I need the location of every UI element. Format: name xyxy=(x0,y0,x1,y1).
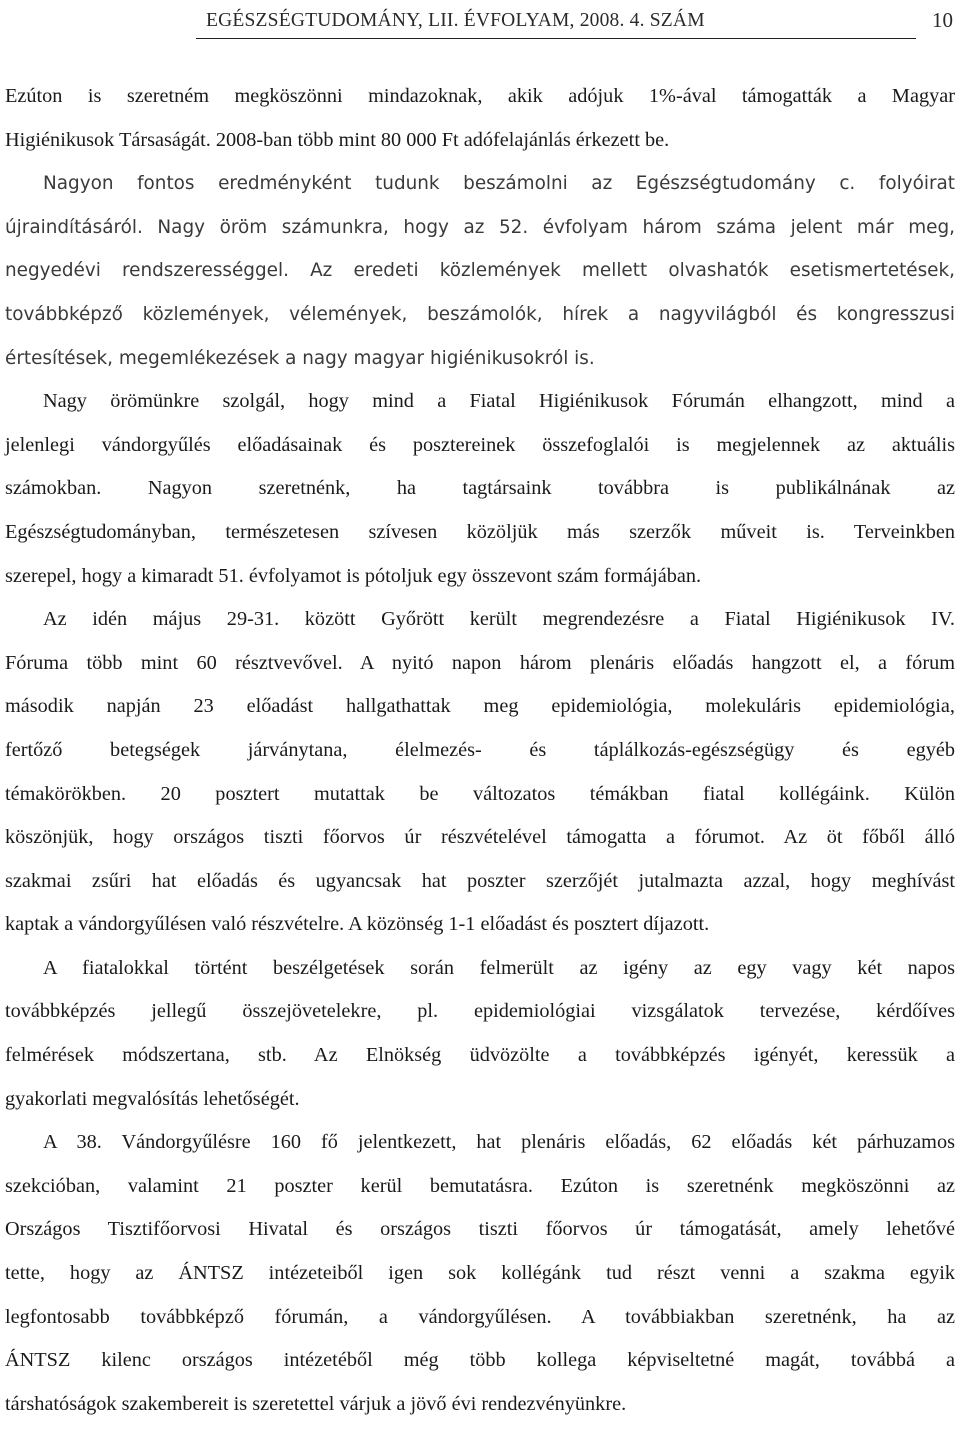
text-line: fertőző betegségek járványtana, élelmezés- és táplálkozás-egészségügy és egyéb xyxy=(5,738,955,761)
text-line: második napján 23 előadást hallgathattak meg epidemiológia, molekuláris epidemiológia, xyxy=(5,695,955,718)
text-line: A fiatalokkal történt beszélgetések során felmerült az igény az egy vagy két napos xyxy=(43,956,955,979)
text-line: Nagyon fontos eredményként tudunk beszámolni az Egészségtudomány c. folyóirat xyxy=(43,173,955,195)
text-line: Nagy örömünkre szolgál, hogy mind a Fiatal Higiénikusok Fórumán elhangzott, mind a xyxy=(43,390,955,413)
running-header xyxy=(196,6,916,39)
text-line: továbbképzés jellegű összejövetelekre, pl. epidemiológiai vizsgálatok tervezése, kérdőíves xyxy=(5,1000,955,1023)
text-line: társhatóságok szakembereit is szeretettel várjuk a jövő évi rendezvényünkre. xyxy=(5,1392,627,1415)
text-line: köszönjük, hogy országos tiszti főorvos úr részvételével támogatta a fórumot. Az öt főből álló xyxy=(5,826,955,849)
text-line: témakörökben. 20 posztert mutattak be változatos témákban fiatal kollégáink. Külön xyxy=(5,782,955,805)
text-line: szakmai zsűri hat előadás és ugyancsak hat poszter szerzőjét jutalmazta azzal, hogy meghívást xyxy=(5,869,955,892)
text-line: újraindításáról. Nagy öröm számunkra, hogy az 52. évfolyam három száma jelent már meg, xyxy=(5,216,955,238)
text-line: továbbképző közlemények, vélemények, beszámolók, hírek a nagyvilágból és kongresszusi xyxy=(5,303,955,325)
running-title: EGÉSZSÉGTUDOMÁNY, LII. ÉVFOLYAM, 2008. 4. SZÁM xyxy=(206,10,705,31)
text-line: Országos Tisztifőorvosi Hivatal és országos tiszti főorvos úr támogatását, amely lehetővé xyxy=(5,1218,955,1241)
text-line: számokban. Nagyon szeretnénk, ha tagtársaink továbbra is publikálnának az xyxy=(5,477,955,500)
text-line: kaptak a vándorgyűlésen való részvételre. A közönség 1-1 előadást és posztert díjazott. xyxy=(5,913,710,936)
text-line: Higiénikusok Társaságát. 2008-ban több mint 80 000 Ft adófelajánlás érkezett be. xyxy=(5,128,670,151)
text-line: értesítések, megemlékezések a nagy magyar higiénikusokról is. xyxy=(5,347,595,369)
body-text xyxy=(5,75,955,1426)
text-line: jelenlegi vándorgyűlés előadásainak és posztereinek összefoglalói is megjelennek az aktuális xyxy=(5,433,955,456)
text-line: legfontosabb továbbképző fórumán, a vándorgyűlésen. A továbbiakban szeretnénk, ha az xyxy=(5,1305,955,1328)
text-line: szekcióban, valamint 21 poszter kerül bemutatásra. Ezúton is szeretnénk megköszönni az xyxy=(5,1174,955,1197)
text-line: Fóruma több mint 60 résztvevővel. A nyitó napon három plenáris előadás hangzott el, a fórum xyxy=(5,651,955,674)
text-line: gyakorlati megvalósítás lehetőségét. xyxy=(5,1087,300,1110)
text-line: Ezúton is szeretném megköszönni mindazoknak, akik adójuk 1%-ával támogatták a Magyar xyxy=(5,85,955,107)
text-line: tette, hogy az ÁNTSZ intézeteiből igen sok kollégánk tud részt venni a szakma egyik xyxy=(5,1262,955,1285)
text-line: szerepel, hogy a kimaradt 51. évfolyamot is pótoljuk egy összevont szám formájában. xyxy=(5,564,702,587)
text-line: A 38. Vándorgyűlésre 160 fő jelentkezett, hat plenáris előadás, 62 előadás két párhuzamos xyxy=(43,1131,955,1154)
page-number: 10 xyxy=(932,8,953,32)
text-line: Az idén május 29-31. között Győrött került megrendezésre a Fiatal Higiénikusok IV. xyxy=(43,608,955,631)
text-line: ÁNTSZ kilenc országos intézetéből még több kollega képviseltetné magát, továbbá a xyxy=(5,1349,955,1372)
text-line: Egészségtudományban, természetesen szívesen közöljük más szerzők műveit is. Terveinkben xyxy=(5,520,955,543)
text-line: felmérések módszertana, stb. Az Elnökség üdvözölte a továbbképzés igényét, keressük a xyxy=(5,1044,955,1067)
text-line: negyedévi rendszerességgel. Az eredeti közlemények mellett olvashatók esetismertetések, xyxy=(5,260,955,282)
